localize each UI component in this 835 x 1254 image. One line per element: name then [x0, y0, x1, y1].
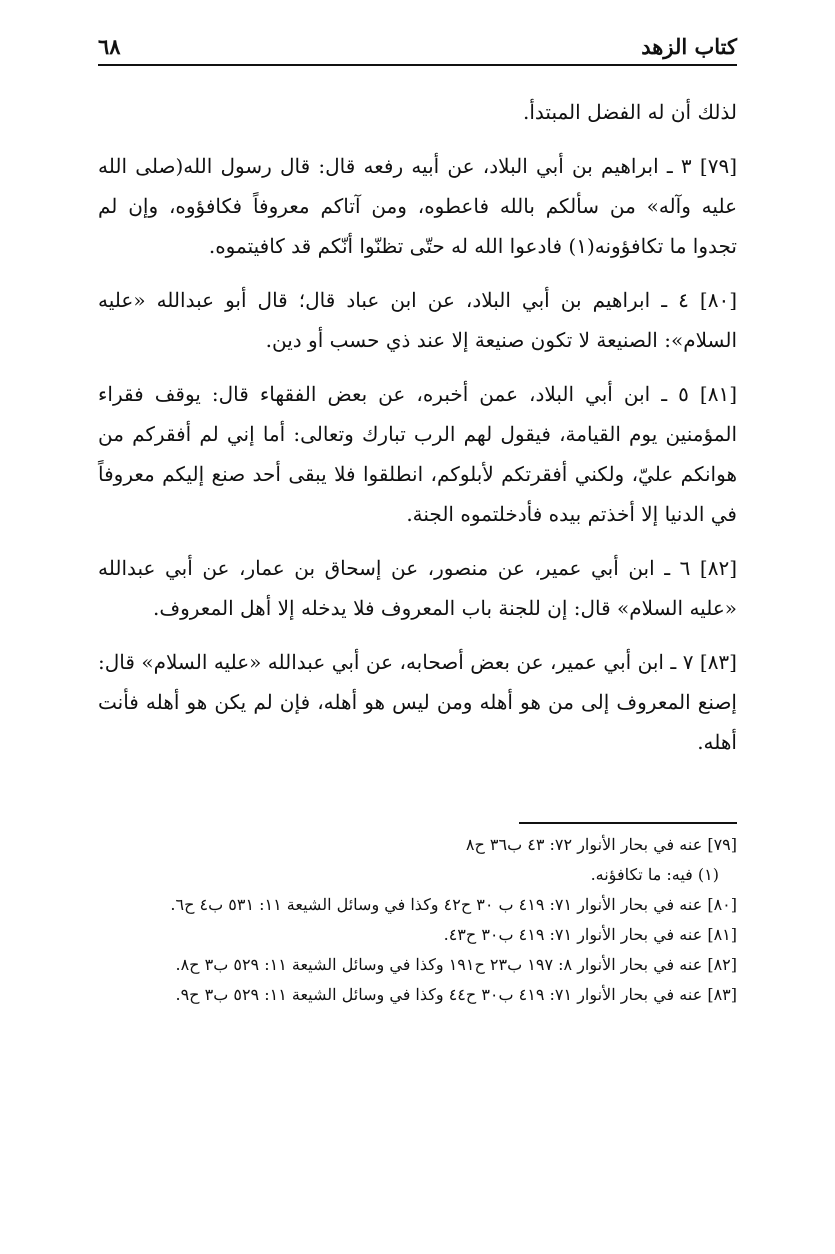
- page-header: [98, 32, 737, 60]
- footnote-79: [٧٩] عنه في بحار الأنوار ٧٢: ٤٣ ب٣٦ ح٨: [465, 835, 737, 854]
- footnote-81: [٨١] عنه في بحار الأنوار ٧١: ٤١٩ ب٣٠ ح٤٣.: [443, 925, 737, 944]
- footnote-rule: [519, 822, 737, 824]
- page-number: ٦٨: [98, 33, 121, 59]
- hadith-79: [٧٩] ٣ ـ ابراهيم بن أبي البلاد، عن أبيه رفعه قال: قال رسول الله(صلى الله عليه وآله» من سألكم بالله فاعطوه، ومن آتاكم معروفاً فكافؤوه، وإن لم تجدوا ما تكافؤونه(١) فادعوا الله له حتّى تظنّوا أنّكم قد كافيتموه.: [98, 154, 737, 258]
- footnote-82: [٨٢] عنه في بحار الأنوار ٨: ١٩٧ ب٢٣ ح١٩١ وكذا في وسائل الشيعة ١١: ٥٢٩ ب٣ ح٨.: [175, 955, 737, 974]
- hadith-83: [٨٣] ٧ ـ ابن أبي عمير، عن بعض أصحابه، عن أبي عبدالله «عليه السلام» قال: إصنع المعروف إلى من هو أهله ومن ليس هو أهله، فإن لم يكن هو أهله فأنت أهله.: [98, 650, 737, 754]
- footnote-1: (١) فيه: ما تكافؤنه.: [590, 865, 719, 884]
- footnote-80: [٨٠] عنه في بحار الأنوار ٧١: ٤١٩ ب ٣٠ ح٤٢ وكذا في وسائل الشيعة ١١: ٥٣١ ب٤ ح٦.: [170, 895, 737, 914]
- footnote-83: [٨٣] عنه في بحار الأنوار ٧١: ٤١٩ ب٣٠ ح٤٤ وكذا في وسائل الشيعة ١١: ٥٢٩ ب٣ ح٩.: [175, 985, 737, 1004]
- main-text: [98, 92, 737, 776]
- running-title: كتاب الزهد: [641, 33, 737, 59]
- hadith-80: [٨٠] ٤ ـ ابراهيم بن أبي البلاد، عن ابن عباد قال؛ قال أبو عبدالله «عليه السلام»: الصنيعة لا تكون صنيعة إلا عند ذي حسب أو دين.: [98, 288, 737, 352]
- hadith-82: [٨٢] ٦ ـ ابن أبي عمير، عن منصور، عن إسحاق بن عمار، عن أبي عبدالله «عليه السلام» قال: إن للجنة باب المعروف فلا يدخله إلا أهل المعروف.: [98, 556, 737, 620]
- header-rule: [98, 64, 737, 66]
- paragraph-continuation: لذلك أن له الفضل المبتدأ.: [523, 100, 737, 124]
- hadith-81: [٨١] ٥ ـ ابن أبي البلاد، عمن أخبره، عن بعض الفقهاء قال: يوقف فقراء المؤمنين يوم القيامة، فيقول لهم الرب تبارك وتعالى: أما إني لم أفقركم من هوانكم عليّ، ولكني أفقرتكم لأبلوكم، انطلقوا فلا يبقى أحد صنع إليكم معروفاً في الدنيا إلا أخذتم بيده فأدخلتموه الجنة.: [98, 382, 737, 526]
- footnotes: [98, 830, 737, 1010]
